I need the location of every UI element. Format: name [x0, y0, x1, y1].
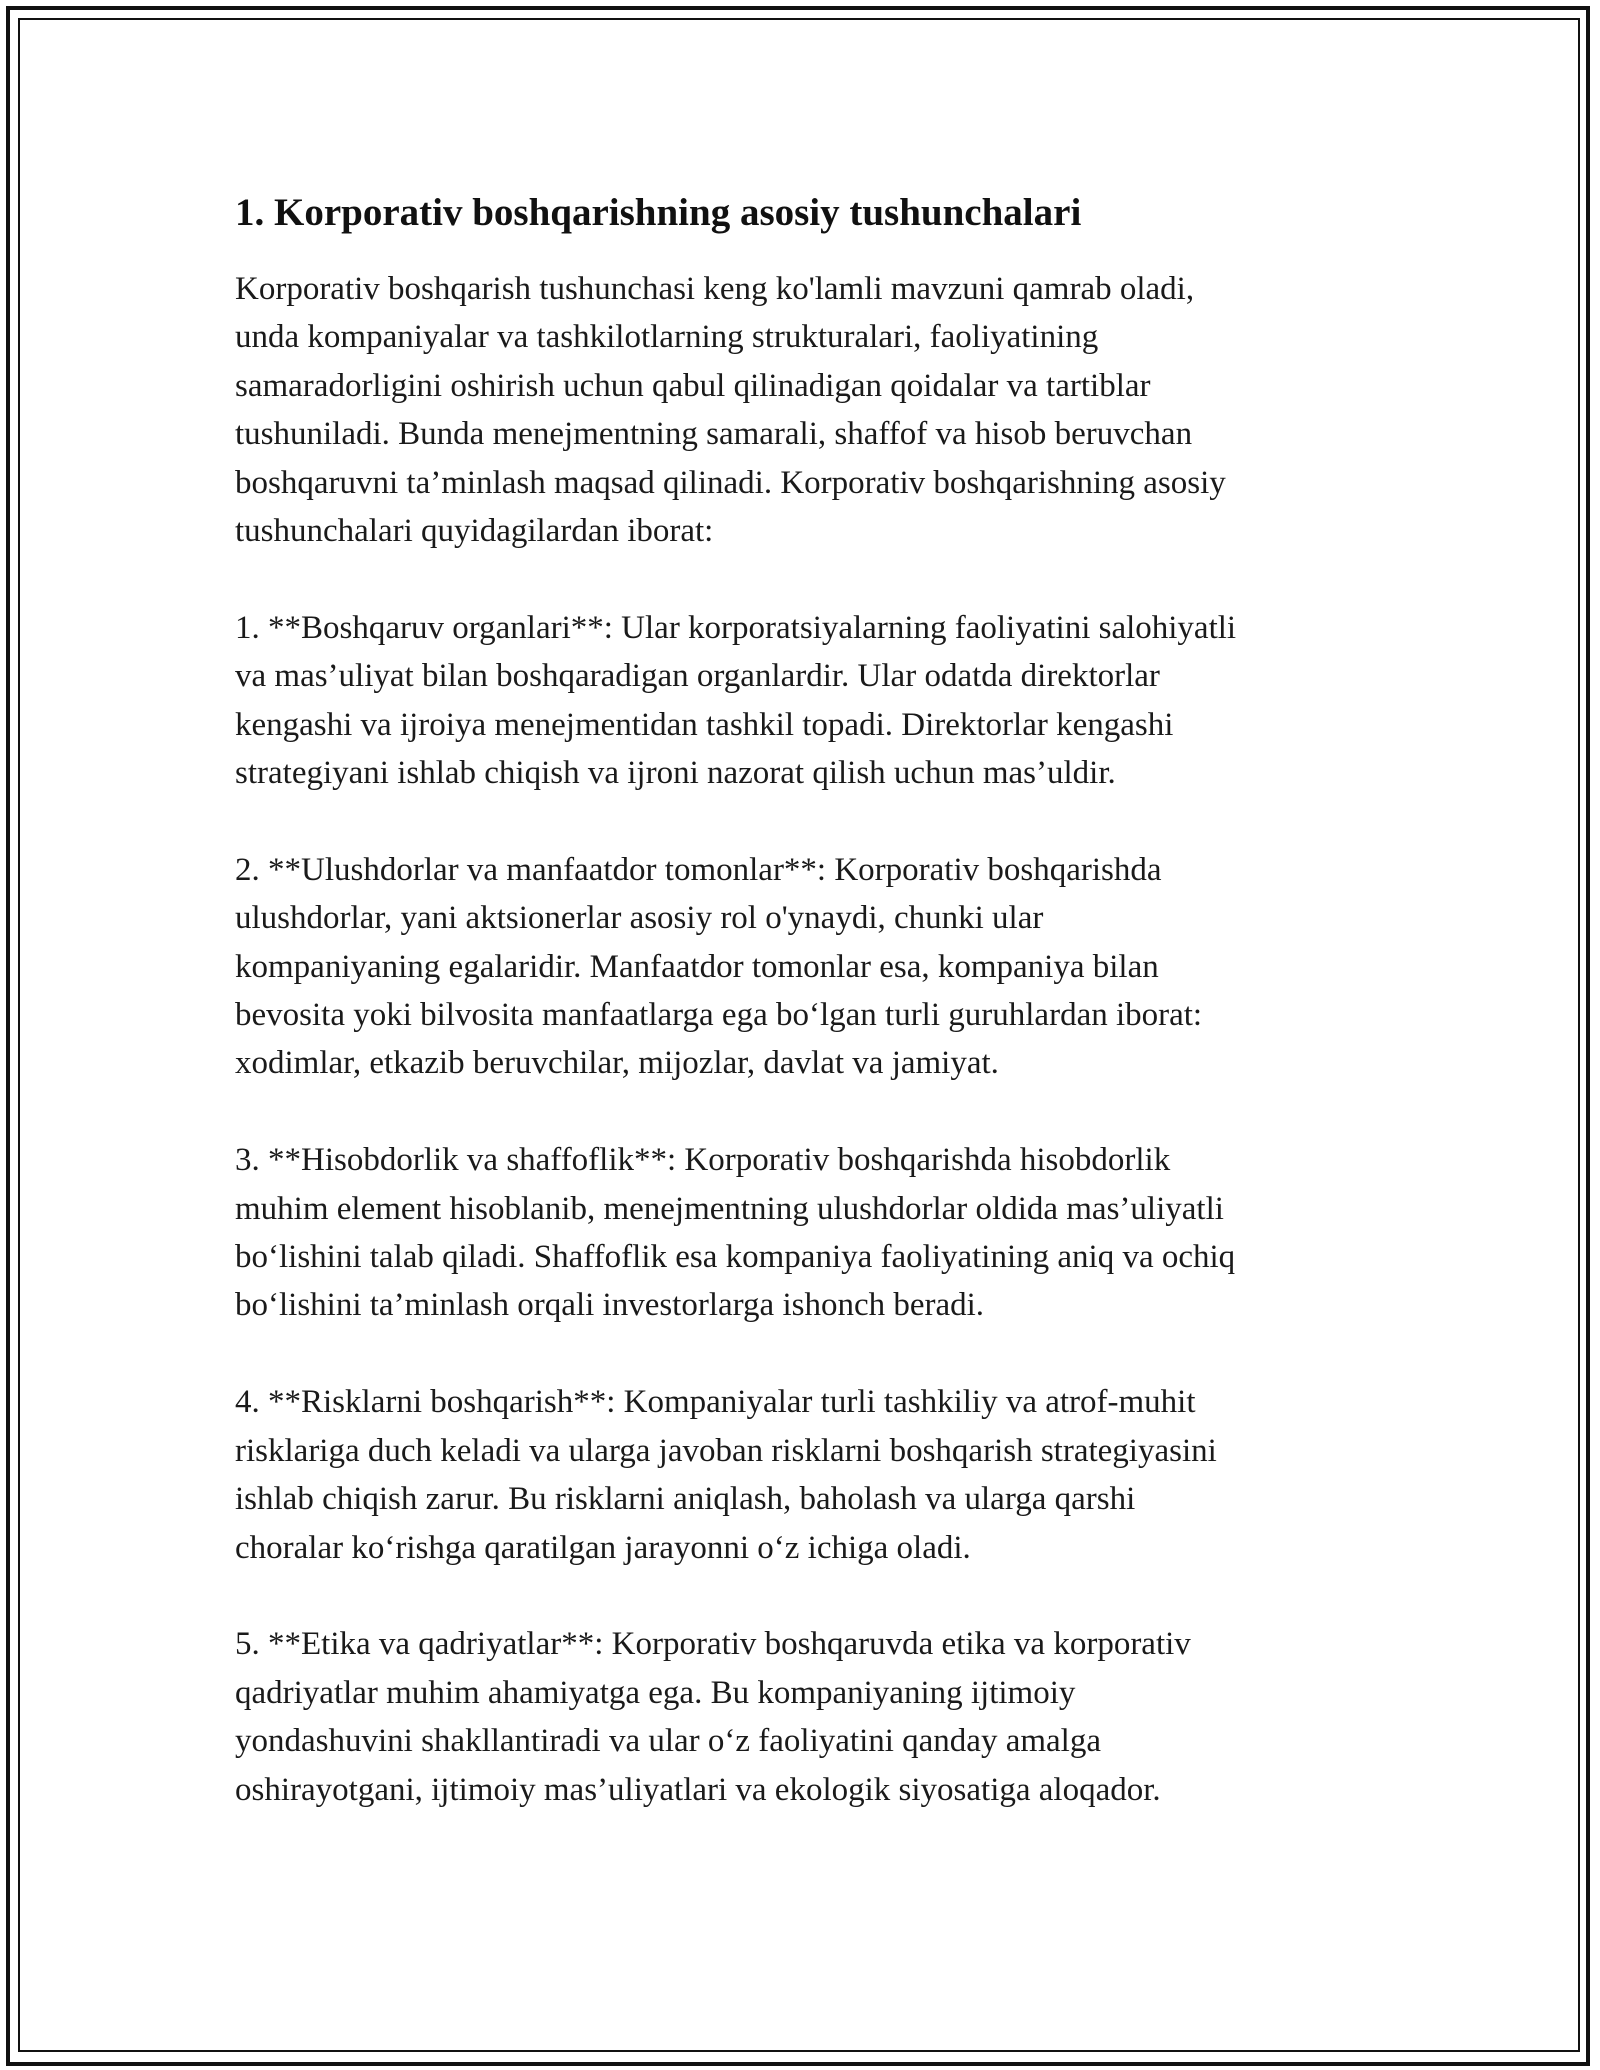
list-item-line: ishlab chiqish zarur. Bu risklarni aniqlash, baholash va ularga qarshi [235, 1481, 1136, 1518]
intro-line: tushuniladi. Bunda menejmentning samarali, shaffof va hisob beruvchan [235, 416, 1193, 453]
list-item-line: oshirayotgani, ijtimoiy mas’uliyatlari va ekologik siyosatiga aloqador. [235, 1771, 1161, 1808]
list-item-line: va mas’uliyat bilan boshqaradigan organlardir. Ular odatda direktorlar [235, 658, 1160, 695]
intro-paragraph [235, 265, 1375, 555]
intro-line: tushunchalari quyidagilardan iborat: [235, 513, 714, 550]
list-item-line: 4. **Risklarni boshqarish**: Kompaniyalar turli tashkiliy va atrof-muhit [235, 1384, 1196, 1421]
list-item-line: 1. **Boshqaruv organlari**: Ular korporatsiyalarning faoliyatini salohiyatli [235, 609, 1237, 646]
paragraph-gap [235, 555, 1375, 603]
list-item-line: yondashuvini shakllantiradi va ular o‘z faoliyatini qanday amalga [235, 1723, 1101, 1760]
list-item-line: 2. **Ulushdorlar va manfaatdor tomonlar**: Korporativ boshqarishda [235, 851, 1162, 888]
intro-line: Korporativ boshqarish tushunchasi keng ko'lamli mavzuni qamrab oladi, [235, 271, 1195, 307]
intro-line: samaradorligini oshirish uchun qabul qilinadigan qoidalar va tartiblar [235, 367, 1151, 404]
list-item-line: bevosita yoki bilvosita manfaatlarga ega bo‘lgan turli guruhlardan iborat: [235, 997, 1203, 1034]
list-item-risklarni-boshqarish [235, 1378, 1375, 1572]
section-heading: 1. Korporativ boshqarishning asosiy tushunchalari [235, 191, 1082, 234]
list-item-line: kompaniyaning egalaridir. Manfaatdor tomonlar esa, kompaniya bilan [235, 948, 1159, 985]
intro-line: unda kompaniyalar va tashkilotlarning strukturalari, faoliyatining [235, 319, 1099, 356]
list-item-line: qadriyatlar muhim ahamiyatga ega. Bu kompaniyaning ijtimoiy [235, 1674, 1076, 1711]
paragraph-gap [235, 797, 1375, 845]
list-item-boshqaruv-organlari [235, 604, 1375, 798]
paragraph-gap [235, 1572, 1375, 1620]
list-item-line: strategiyani ishlab chiqish va ijroni nazorat qilish uchun mas’uldir. [235, 755, 1116, 792]
list-item-line: muhim element hisoblanib, menejmentning ulushdorlar oldida mas’uliyatli [235, 1190, 1224, 1227]
list-item-ulushdorlar [235, 846, 1375, 1088]
document-body [235, 183, 1375, 1814]
list-item-line: bo‘lishini talab qiladi. Shaffoflik esa kompaniya faoliyatining aniq va ochiq [235, 1239, 1236, 1276]
list-item-line: choralar ko‘rishga qaratilgan jarayonni o‘z ichiga oladi. [235, 1529, 971, 1566]
intro-line: boshqaruvni ta’minlash maqsad qilinadi. Korporativ boshqarishning asosiy [235, 464, 1226, 501]
list-item-line: risklariga duch keladi va ularga javoban risklarni boshqarish strategiyasini [235, 1432, 1217, 1469]
list-item-line: 5. **Etika va qadriyatlar**: Korporativ boshqaruvda etika va korporativ [235, 1626, 1191, 1663]
list-item-etika [235, 1620, 1375, 1814]
list-item-line: ulushdorlar, yani aktsionerlar asosiy rol o'ynaydi, chunki ular [235, 900, 1044, 937]
paragraph-gap [235, 1330, 1375, 1378]
list-item-line: kengashi va ijroiya menejmentidan tashkil topadi. Direktorlar kengashi [235, 706, 1174, 743]
list-item-line: bo‘lishini ta’minlash orqali investorlarga ishonch beradi. [235, 1287, 985, 1324]
list-item-line: 3. **Hisobdorlik va shaffoflik**: Korporativ boshqarishda hisobdorlik [235, 1142, 1171, 1179]
paragraph-gap [235, 1088, 1375, 1136]
list-item-line: xodimlar, etkazib beruvchilar, mijozlar, davlat va jamiyat. [235, 1045, 999, 1082]
list-item-hisobdorlik [235, 1136, 1375, 1330]
